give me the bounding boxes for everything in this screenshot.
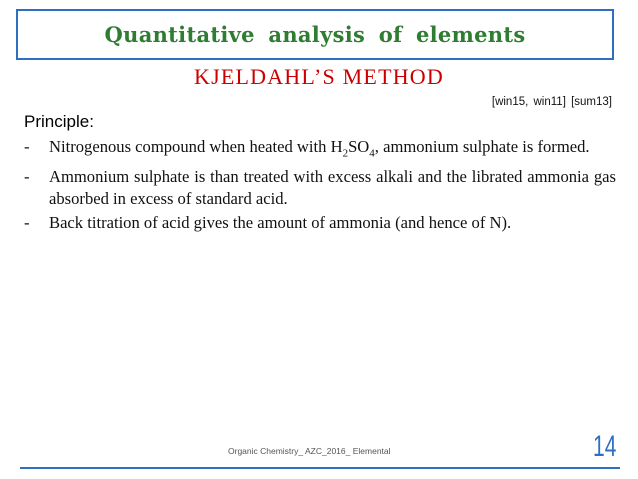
- bullet-text: Ammonium sulphate is than treated with excess alkali and the librated ammonia gas absorbed in excess of standard acid.: [49, 167, 616, 209]
- principle-heading: Principle:: [24, 112, 94, 131]
- bullet-text: Back titration of acid gives the amount of ammonia (and hence of N).: [49, 213, 512, 233]
- slide-title: Quantitative analysis of elements: [104, 22, 526, 47]
- list-item: [24, 212, 616, 234]
- title-box: [16, 9, 614, 60]
- subscript: 4: [369, 147, 375, 160]
- principle-list: [24, 136, 616, 236]
- page-number: 14: [592, 430, 616, 463]
- list-item: [24, 136, 616, 164]
- exam-tags: [win15, win11] [sum13]: [491, 96, 612, 108]
- bullet-text: [49, 136, 616, 164]
- footer-rule: [20, 467, 620, 469]
- bullet-text-part: , ammonium sulphate is formed.: [374, 137, 590, 156]
- bullet-dash: -: [24, 167, 30, 187]
- bullet-text-part: Nitrogenous compound when heated with H: [49, 137, 343, 156]
- bullet-dash: -: [24, 213, 30, 233]
- method-heading: KJELDAHL’S METHOD: [194, 64, 444, 89]
- bullet-text-part: SO: [348, 137, 370, 156]
- bullet-dash: -: [24, 137, 30, 156]
- footer-text: Organic Chemistry_ AZC_2016_ Elemental: [228, 446, 391, 456]
- subscript: 2: [342, 147, 349, 160]
- list-item: [24, 166, 616, 210]
